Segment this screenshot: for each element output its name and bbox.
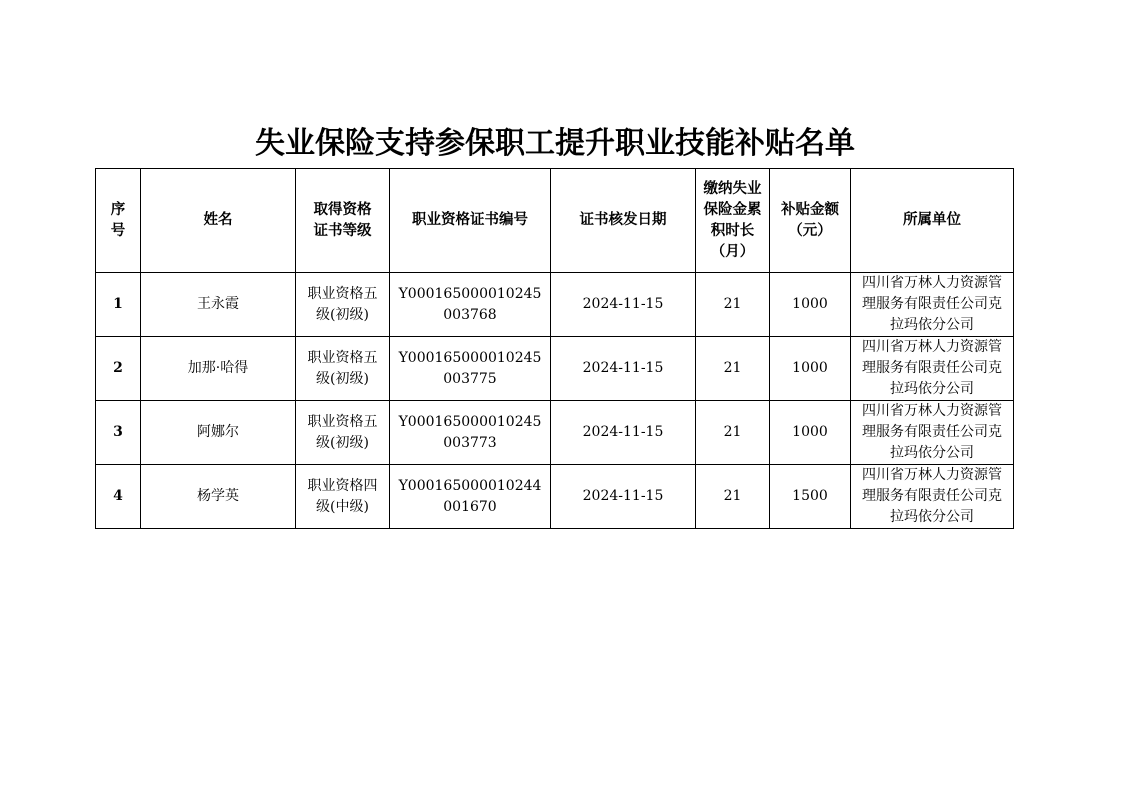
cell-unit: 四川省万林人力资源管理服务有限责任公司克拉玛依分公司 [851, 401, 1014, 465]
cell-amount: 1000 [770, 273, 851, 337]
cell-level: 职业资格四级(中级) [296, 465, 390, 529]
table-row [96, 465, 1014, 529]
cell-name: 杨学英 [141, 465, 296, 529]
cell-seq: 1 [96, 273, 141, 337]
cell-level: 职业资格五级(初级) [296, 273, 390, 337]
header-level: 取得资格证书等级 [296, 169, 390, 273]
cell-name: 加那·哈得 [141, 337, 296, 401]
header-name: 姓名 [141, 169, 296, 273]
cell-amount: 1000 [770, 337, 851, 401]
cell-cert-no: Y000165000010245003775 [390, 337, 551, 401]
cell-date: 2024-11-15 [551, 465, 696, 529]
cell-name: 王永霞 [141, 273, 296, 337]
cell-date: 2024-11-15 [551, 337, 696, 401]
header-seq: 序号 [96, 169, 141, 273]
table-row [96, 401, 1014, 465]
table-header-row [96, 169, 1014, 273]
table-row [96, 273, 1014, 337]
cell-amount: 1500 [770, 465, 851, 529]
cell-level: 职业资格五级(初级) [296, 401, 390, 465]
cell-seq: 2 [96, 337, 141, 401]
header-months: 缴纳失业保险金累积时长（月） [696, 169, 770, 273]
page-title: 失业保险支持参保职工提升职业技能补贴名单 [255, 126, 855, 161]
header-date: 证书核发日期 [551, 169, 696, 273]
cell-level: 职业资格五级(初级) [296, 337, 390, 401]
cell-seq: 4 [96, 465, 141, 529]
cell-months: 21 [696, 337, 770, 401]
cell-cert-no: Y000165000010245003768 [390, 273, 551, 337]
header-unit: 所属单位 [851, 169, 1014, 273]
cell-cert-no: Y000165000010244001670 [390, 465, 551, 529]
subsidy-table [95, 168, 1014, 529]
cell-unit: 四川省万林人力资源管理服务有限责任公司克拉玛依分公司 [851, 337, 1014, 401]
cell-unit: 四川省万林人力资源管理服务有限责任公司克拉玛依分公司 [851, 273, 1014, 337]
cell-seq: 3 [96, 401, 141, 465]
cell-date: 2024-11-15 [551, 401, 696, 465]
header-cert-no: 职业资格证书编号 [390, 169, 551, 273]
header-amount: 补贴金额（元） [770, 169, 851, 273]
cell-months: 21 [696, 465, 770, 529]
cell-cert-no: Y000165000010245003773 [390, 401, 551, 465]
table-row [96, 337, 1014, 401]
cell-unit: 四川省万林人力资源管理服务有限责任公司克拉玛依分公司 [851, 465, 1014, 529]
cell-date: 2024-11-15 [551, 273, 696, 337]
cell-name: 阿娜尔 [141, 401, 296, 465]
cell-months: 21 [696, 273, 770, 337]
cell-months: 21 [696, 401, 770, 465]
cell-amount: 1000 [770, 401, 851, 465]
